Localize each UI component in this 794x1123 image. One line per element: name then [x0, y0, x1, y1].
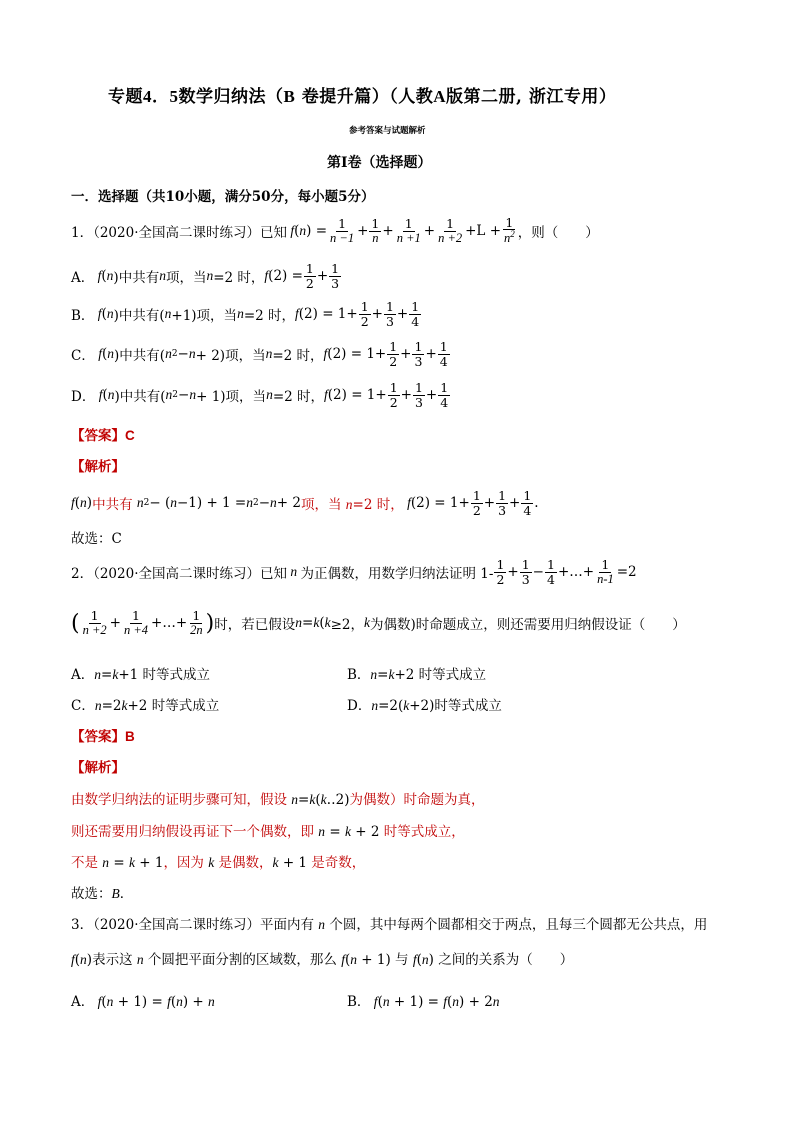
q1-analysis: f ( n ) 中共有 n 2 − ( n −1) + 1 = n 2 − n + 2 项，当 n=2 时， f (2) = 1+ $\frac{1}{2}$ + $\frac{1}{3}$ + $\frac{1}{4}$ .	[71, 488, 539, 518]
q3-stem-line1: 3．（2020·全国高二课时练习）平面内有 n 个圆，其中每两个圆都相交于两点，且每三个圆都无公共点，用	[71, 917, 708, 933]
q3-stem-line2: f(n)表示这 n 个圆把平面分割的区域数，那么 f(n + 1) 与 f(n) 之间的关系为（ ）	[71, 952, 574, 968]
page-title: 专题4．5数学归纳法（B 卷提升篇）（人教A版第二册, 浙江专用）	[108, 87, 617, 107]
q2-option-a: A．n=k+1 时等式成立	[71, 667, 211, 683]
q2-analysis-line3: 不是 n = k + 1，因为 k 是偶数，k + 1 是奇数，	[71, 855, 366, 871]
q1-option-d: D． f ( n )中共有( n 2 − n + 1)项，当 n =2 时， f (2) = 1+ $\frac{1}{2}$ + $\frac{1}{3}$ + $\frac{1}{4}$	[71, 380, 449, 410]
q1-answer: 【答案】C	[71, 428, 135, 444]
section-heading: 一．选择题（共10小题，满分50分，每小题5分）	[71, 189, 375, 205]
q3-option-b: B． f(n + 1) = f(n) + 2n	[347, 994, 500, 1010]
q2-option-c: C．n=2k+2 时等式成立	[71, 698, 220, 714]
q3-option-a: A． f(n + 1) = f(n) + n	[71, 994, 215, 1010]
q2-analysis-label: 【解析】	[71, 760, 125, 776]
q1-option-b: B． f ( n )中共有( n +1)项，当 n =2 时， f (2) = 1+ $\frac{1}{2}$ + $\frac{1}{3}$ + $\frac{1}{4}$	[71, 299, 420, 329]
volume-heading: 第Ⅰ卷（选择题）	[327, 155, 432, 171]
q2-option-b: B．n=k+2 时等式成立	[347, 667, 487, 683]
q2-stem: 2．（2020·全国高二课时练习）已知 n 为正偶数，用数学归纳法证明 1- $\frac{1}{2}$ + $\frac{1}{3}$ − $\frac{1}{4}$ +…+ $\frac{1}{n-1}$ =2	[71, 557, 637, 587]
q1-stem: 1．（2020·全国高二课时练习）已知 f ( n ) = $\frac{1}{n -1}$ + $\frac{1}{n}$ + $\frac{1}{n +1}$ + $\frac{1}{n +2}$ +L + $\frac{1}{n^2}$ ，则（ ）	[71, 215, 599, 246]
q1-option-a: A． f ( n )中共有 n 项，当 n =2 时， f (2) = $\frac{1}{2}$ + $\frac{1}{3}$	[71, 261, 340, 291]
q1-option-c: C． f ( n )中共有( n 2 − n + 2)项，当 n =2 时， f (2) = 1+ $\frac{1}{2}$ + $\frac{1}{3}$ + $\frac{1}{4}$	[71, 339, 448, 369]
q2-analysis-line1: 由数学归纳法的证明步骤可知，假设 n=k(k‥2)为偶数）时命题为真，	[71, 792, 485, 808]
q1-conclusion: 故选：C	[71, 531, 122, 547]
q1-analysis-label: 【解析】	[71, 459, 125, 475]
q2-conclusion: 故选：B．	[71, 886, 134, 902]
q2-answer: 【答案】B	[71, 729, 135, 745]
subtitle: 参考答案与试题解析	[349, 126, 426, 136]
q2-stem-continued: ( $\frac{1}{n +2}$ + $\frac{1}{n +4}$ +…+ $\frac{1}{2n}$ ) 时，若已假设 n = k ( k ≥2， k 为偶数)时命题成立，则还需要用归纳假设证（ ）	[71, 608, 686, 637]
q2-option-d: D．n=2(k+2)时等式成立	[347, 698, 502, 714]
q2-analysis-line2: 则还需要用归纳假设再证下一个偶数，即 n = k + 2 时等式成立，	[71, 824, 465, 840]
